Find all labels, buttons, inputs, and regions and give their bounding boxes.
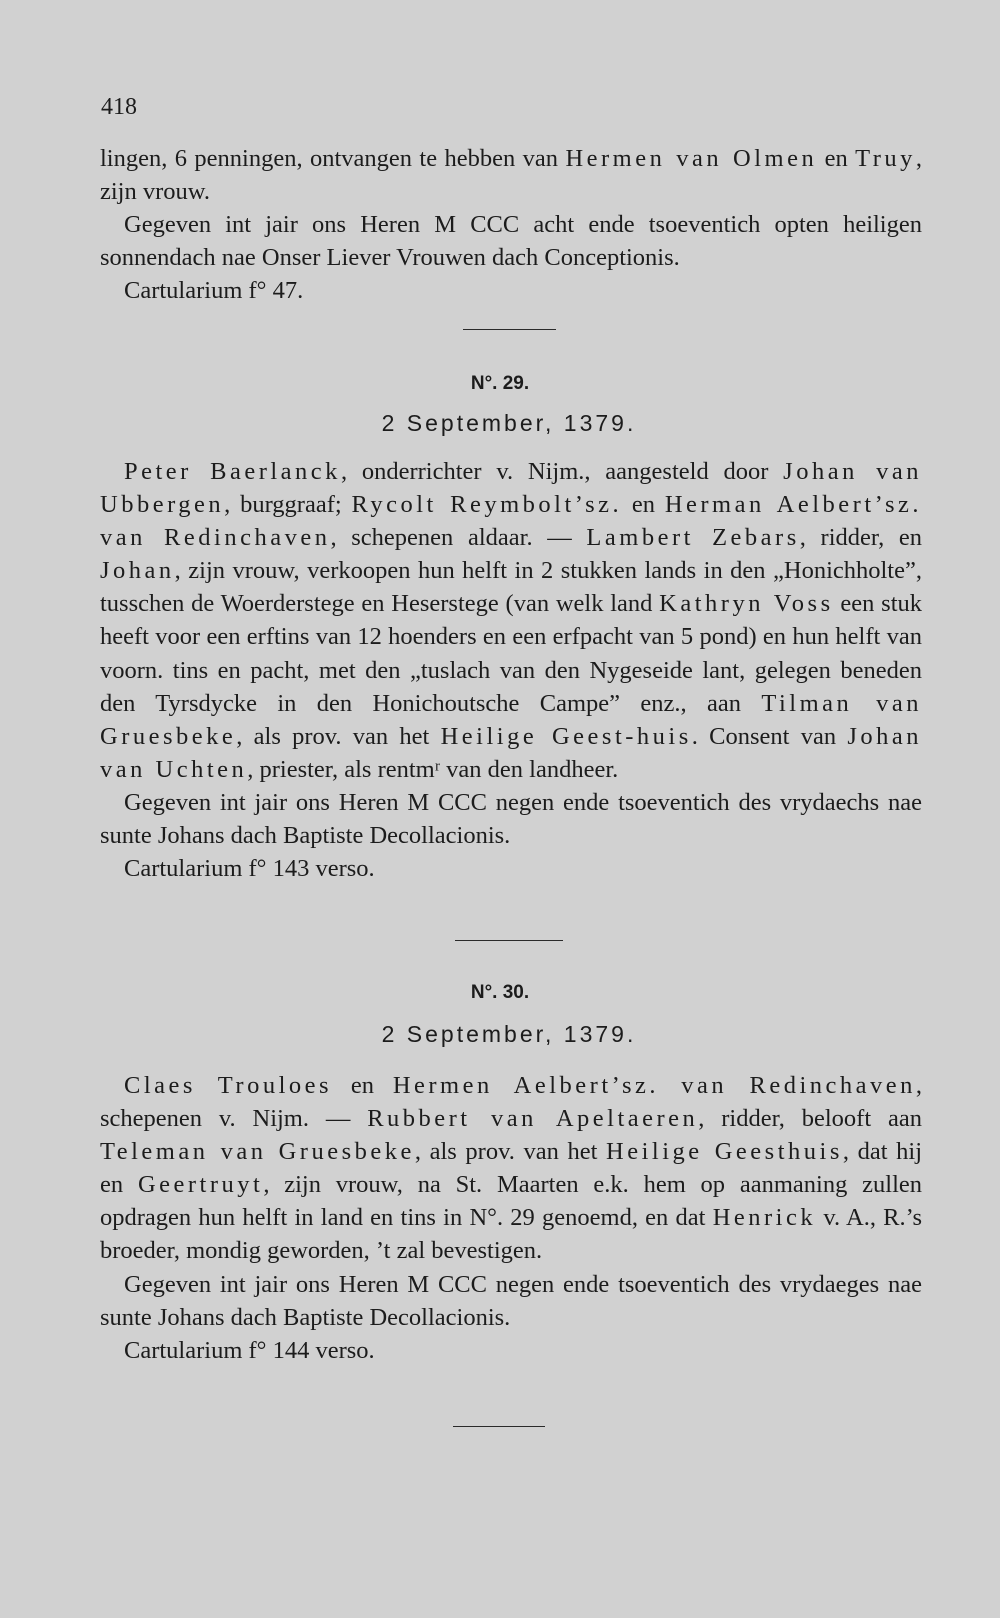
paragraph — [100, 1268, 922, 1334]
spaced-name: Hermen van Olmen — [565, 145, 818, 172]
paragraph — [100, 274, 922, 307]
text-run: , schepenen v. Nijm. — — [100, 1072, 923, 1133]
text-run: . Consent van — [691, 722, 848, 750]
text-run: en — [332, 1072, 393, 1099]
paragraph — [100, 208, 922, 274]
spaced-name: Lambert Zebars — [586, 524, 800, 552]
text-run: , zijn vrouw, verkoopen hun helft in 2 stukken lands in den „Honichholte”, tusschen de Woerderstege en Heserstege (van welk land — [100, 557, 922, 618]
text-run: Gegeven int jair ons Heren M CCC negen ende tsoeventich des vrydaeges nae sunte Johans dach Baptiste Decollacionis. — [100, 1270, 922, 1331]
spaced-name: Kathryn Voss — [659, 590, 834, 618]
text-run: , dat hij en — [100, 1138, 923, 1199]
section-divider — [455, 940, 563, 941]
spaced-name: Rycolt Reymbolt’sz. — [351, 491, 623, 519]
page-number: 418 — [101, 94, 137, 120]
text-run: Cartularium f° 144 verso. — [124, 1336, 375, 1364]
spaced-name: Johan — [100, 557, 175, 585]
entry-number: N°. 30. — [470, 982, 530, 1003]
section-divider — [453, 1426, 545, 1427]
spaced-name: Rubbert van Apeltaeren — [367, 1105, 699, 1133]
text-run: , ridder, belooft aan — [698, 1105, 922, 1133]
spaced-name: Peter Baerlanck — [124, 458, 341, 485]
spaced-name: Hermen Aelbert’sz. van Redinchaven — [392, 1072, 916, 1099]
text-run: en — [622, 491, 665, 519]
spaced-name: Teleman van Gruesbeke — [100, 1138, 415, 1166]
text-run: en — [817, 145, 856, 172]
entry-number: N°. 29. — [470, 373, 530, 394]
text-run: Cartularium f° 143 verso. — [124, 855, 375, 883]
paragraph — [100, 852, 922, 885]
text-run: , als prov. van het — [236, 722, 441, 750]
text-run: , schepenen aldaar. — — [330, 524, 587, 552]
text-run: v. A., R.’s broeder, mondig geworden, ’t zal bevestigen. — [100, 1204, 922, 1265]
text-run: , zijn vrouw. — [100, 145, 923, 206]
paragraph — [100, 455, 922, 786]
spaced-name: Herman Aelbert’sz. van Redinchaven — [100, 491, 922, 552]
entry-date: 2 September, 1379. — [381, 1021, 637, 1047]
text-run: , priester, als rentmʳ van den landheer. — [247, 755, 619, 783]
paragraph — [100, 1069, 922, 1268]
spaced-name: Tilman van Gruesbeke — [100, 689, 923, 750]
text-run: Gegeven int jair ons Heren M CCC acht ende tsoeventich opten heiligen sonnendach nae Onser Liever Vrouwen dach Conceptionis. — [100, 211, 922, 272]
paragraph — [100, 142, 922, 208]
text-run: een stuk heeft voor een erftins van 12 hoenders en een erfpacht van 5 pond) en hun helft van voorn. tins en pacht, met den „tuslach van den Nygeseide lant, gelegen beneden den Tyrsdycke in den Honichoutsche Campe” enz., aan — [100, 590, 923, 717]
paragraph — [100, 786, 922, 852]
spaced-name: Heilige Geest-huis — [440, 722, 692, 750]
entry-text — [100, 1069, 922, 1367]
section-divider — [463, 329, 556, 330]
text-run: , onderrichter v. Nijm., aangesteld door — [340, 458, 784, 485]
spaced-name: Claes Trouloes — [124, 1072, 333, 1099]
text-run: Gegeven int jair ons Heren M CCC negen ende tsoeventich des vrydaechs nae sunte Johans dach Baptiste Decollacionis. — [100, 788, 922, 850]
spaced-name: Johan van Ubbergen — [100, 458, 922, 519]
text-run: , zijn vrouw, na St. Maarten e.k. hem op aanmaning zullen opdragen hun helft in land en tins in N°. 29 genoemd, en dat — [100, 1171, 923, 1232]
entry-text — [100, 455, 922, 885]
text-run: , burggraaf; — [224, 491, 352, 519]
entry-date: 2 September, 1379. — [381, 410, 637, 436]
spaced-name: Truy — [855, 145, 916, 172]
spaced-name: Heilige Geesthuis — [606, 1138, 843, 1166]
text-run: lingen, 6 penningen, ontvangen te hebben van — [100, 145, 566, 172]
spaced-name: Johan van Uchten — [100, 722, 922, 783]
text-run: , ridder, en — [799, 524, 922, 552]
spaced-name: Geertruyt — [137, 1171, 264, 1199]
spaced-name: Henrick — [712, 1204, 817, 1232]
text-run: Cartularium f° 47. — [124, 277, 304, 305]
text-run: , als prov. van het — [414, 1138, 607, 1166]
paragraph — [100, 1334, 922, 1367]
continuation-text — [100, 142, 922, 307]
